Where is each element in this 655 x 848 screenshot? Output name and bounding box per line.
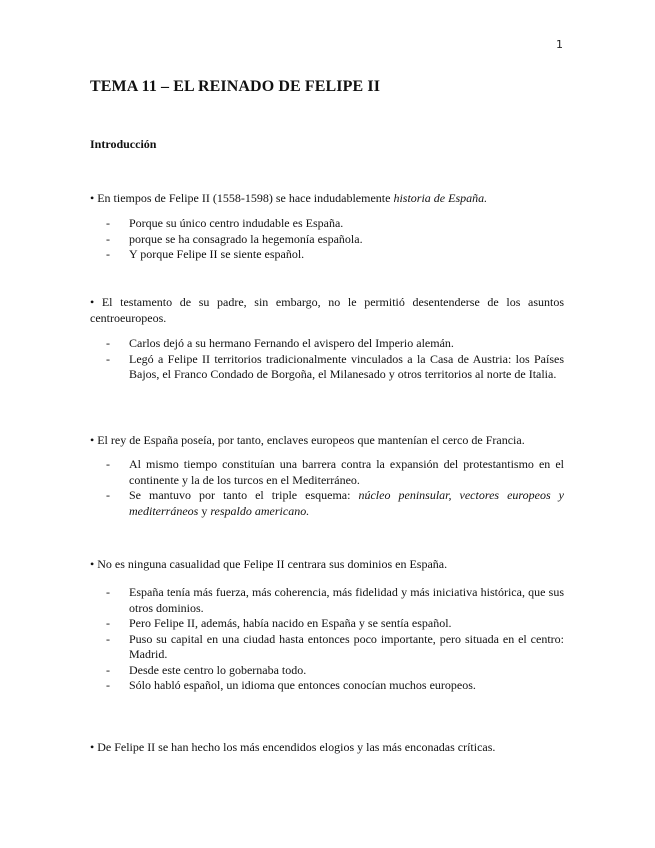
list-item: [106, 488, 564, 519]
dash-marker: -: [106, 631, 110, 646]
list-item-text: Se mantuvo por tanto el triple esquema:: [129, 488, 359, 502]
list-dominios: [106, 585, 564, 694]
section-heading: Introducción: [90, 137, 157, 151]
list-item: [106, 352, 564, 383]
paragraph-text: De Felipe II se han hecho los más encendidos elogios y las más enconadas críticas.: [97, 740, 496, 754]
bullet-marker: •: [90, 557, 95, 571]
bullet-marker: •: [90, 433, 95, 447]
list-item-text: Sólo habló español, un idioma que entonces conocían muchos europeos.: [129, 678, 476, 692]
dash-marker: -: [106, 336, 110, 350]
bullet-marker: •: [90, 740, 95, 754]
list-item-text: Pero Felipe II, además, había nacido en España y se sentía español.: [129, 616, 452, 630]
dash-marker: -: [106, 457, 110, 471]
dash-marker: -: [106, 662, 110, 677]
dash-marker: -: [106, 351, 110, 366]
bullet-marker: •: [90, 295, 95, 309]
paragraph-text: El rey de España poseía, por tanto, enclaves europeos que mantenían el cerco de Francia.: [97, 433, 525, 447]
list-testamento: [106, 336, 564, 383]
dash-marker: -: [106, 216, 110, 230]
list-item: [106, 585, 564, 616]
paragraph-text: En tiempos de Felipe II (1558-1598) se hace indudablemente: [97, 191, 394, 205]
list-item-text: Al mismo tiempo constituían una barrera contra la expansión del protestantismo en el continente y la de los turcos en el Mediterráneo.: [129, 457, 564, 487]
paragraph-emphasis: historia de España.: [393, 191, 488, 205]
paragraph-text: El testamento de su padre, sin embargo, no le permitió desentenderse de los asuntos centroeuropeos.: [90, 295, 565, 325]
list-item-text: Carlos dejó a su hermano Fernando el avispero del Imperio alemán.: [129, 336, 454, 350]
list-item: [106, 678, 564, 694]
list-item-text: Y porque Felipe II se siente español.: [129, 247, 305, 261]
paragraph-elogios: [90, 739, 564, 755]
page-title: TEMA 11 – EL REINADO DE FELIPE II: [90, 78, 381, 95]
list-item: [106, 616, 564, 632]
paragraph-dominios: [90, 556, 564, 572]
list-item: [106, 216, 564, 232]
dash-marker: -: [106, 488, 110, 502]
paragraph-felipe-historia: [90, 190, 564, 206]
list-item-text: Porque su único centro indudable es España.: [129, 216, 344, 230]
list-item: [106, 632, 564, 663]
list-item-emphasis: respaldo americano.: [210, 503, 310, 518]
list-item-emphasis: núcleo peninsular, vectores europeos y mediterráneos: [129, 488, 564, 518]
bullet-marker: •: [90, 191, 95, 205]
list-enclaves: [106, 457, 564, 519]
page-number: 1: [556, 38, 563, 51]
list-item: [106, 247, 564, 263]
list-item-text: Desde este centro lo gobernaba todo.: [129, 662, 307, 677]
paragraph-text: No es ninguna casualidad que Felipe II centrara sus dominios en España.: [97, 557, 448, 571]
dash-marker: -: [106, 231, 110, 246]
list-item-text: Legó a Felipe II territorios tradicionalmente vinculados a la Casa de Austria: los Países Bajos, el Franco Condado de Borgoña, el Milanesado y otros territorios al norte de Italia.: [129, 351, 564, 381]
dash-marker: -: [106, 616, 110, 630]
list-item: [106, 232, 564, 248]
list-item: [106, 663, 564, 679]
list-item-text: Puso su capital en una ciudad hasta entonces poco importante, pero situada en el centro: Madrid.: [129, 631, 564, 661]
list-item: [106, 457, 564, 488]
list-item-text: España tenía más fuerza, más coherencia, más fidelidad y más iniciativa histórica, que sus otros dominios.: [129, 585, 564, 615]
list-item-text: y: [198, 503, 211, 518]
dash-marker: -: [106, 247, 110, 261]
list-reasons: [106, 216, 564, 263]
dash-marker: -: [106, 678, 110, 692]
list-item-text: porque se ha consagrado la hegemonía española.: [129, 231, 363, 246]
list-item: [106, 336, 564, 352]
paragraph-enclaves: [90, 432, 564, 448]
paragraph-testamento: [90, 294, 564, 326]
dash-marker: -: [106, 585, 110, 599]
